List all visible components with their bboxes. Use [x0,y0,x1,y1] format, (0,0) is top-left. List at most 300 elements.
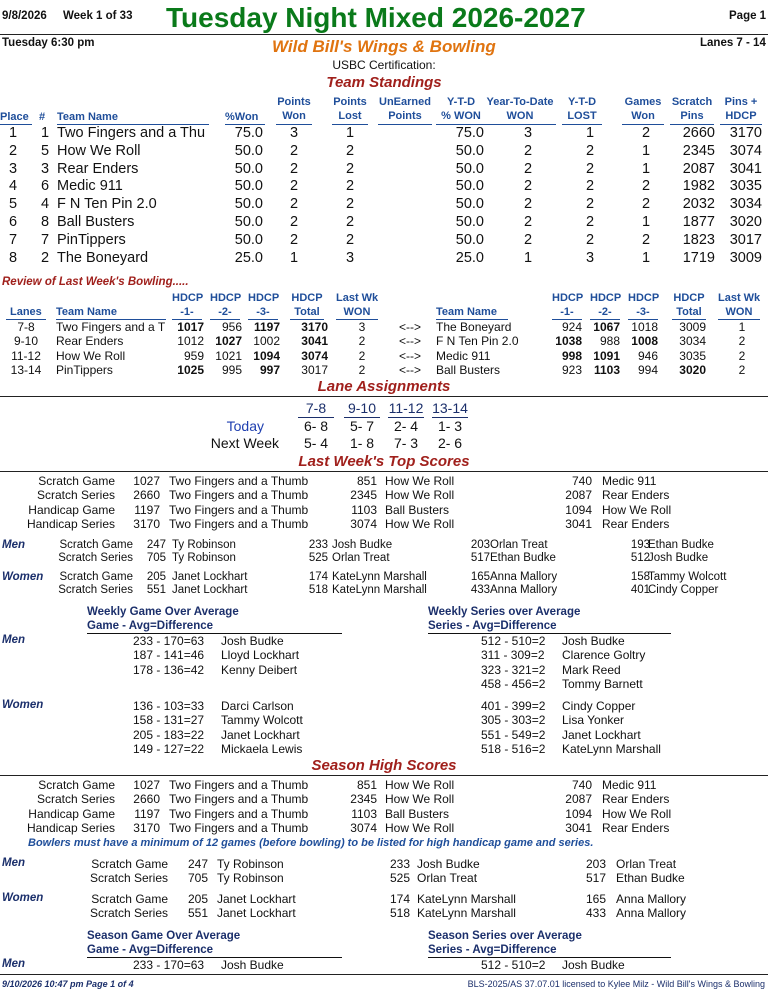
col-header-unearned-line2: Points [388,110,422,122]
individual-name: Josh Budke [417,857,480,871]
score-value-2: 851 [356,474,377,488]
standings-points-lost: 2 [345,178,355,195]
score-team-1: Two Fingers and a Thumb [169,821,309,836]
individual-score-label: Scratch Series [58,584,133,597]
score-value-3: 3041 [565,821,592,836]
men-label: Men [2,958,25,970]
score-team-2: How We Roll [385,517,455,532]
score-value-3: 740 [571,778,592,792]
col-header-pct: %Won [225,111,259,123]
standings-num: 6 [40,178,50,195]
score-value-1: 2660 [133,488,160,503]
score-team-1: Two Fingers and a Thumb [169,488,309,503]
score-value-1: 1027 [133,778,160,792]
review-header-h2-line1: HDCP [210,292,242,304]
individual-score-label: Scratch Series [58,552,133,565]
review-game-a: 997 [259,362,280,377]
standings-pins-hdcp: 3035 [729,178,762,195]
review-total-b: 3009 [679,320,706,334]
individual-score: 205 [146,571,166,583]
score-team-3: Medic 911 [602,474,657,488]
individual-name: Ty Robinson [217,857,284,871]
individual-score: 205 [187,892,208,906]
col-header-unearned-line1: UnEarned [379,96,431,108]
series-over-average-title: Weekly Series over Average [428,606,581,618]
individual-name: Orlan Treat [616,857,677,871]
score-value-1: 3170 [133,517,160,532]
standings-num: 3 [40,160,50,177]
standings-points-lost: 2 [345,231,355,248]
review-header-h1-line2: -1- [180,306,194,318]
col-header-ytd-won-line1: Year-To-Date [486,96,554,108]
standings-ytd-pct: 50.0 [455,160,484,177]
header-rule [0,34,768,35]
col-header-pins-hdcp-line1: Pins + [724,96,758,108]
individual-score: 518 [389,906,410,921]
standings-ytd-lost: 1 [585,125,595,141]
score-team-1: Two Fingers and a Thumb [169,474,309,488]
series-difference: 311 - 309=2 [481,648,545,663]
individual-score-label: Scratch Game [91,892,168,906]
col-header-scratch-line1: Scratch [671,96,713,108]
individual-score: 525 [308,552,328,565]
review-won-b: 2 [738,334,746,349]
standings-points-won: 2 [289,142,299,159]
game-bowler: Josh Budke [221,634,284,648]
col-header-pts-lost-line1: Points [333,96,367,108]
review-game-a: 1002 [253,334,280,349]
review-won-a: 2 [358,362,366,377]
individual-name: Anna Mallory [616,892,687,906]
individual-name: Ethan Budke [648,539,714,551]
standings-num: 5 [40,142,50,159]
score-value-1: 1197 [134,502,160,517]
standings-points-lost: 1 [345,125,355,141]
score-team-2: Ball Busters [385,502,450,517]
individual-score: 174 [308,571,328,583]
lane-next-week: 7- 3 [393,435,419,451]
review-header-h3-line2: -3- [636,306,650,318]
review-game-a: 1094 [253,348,280,363]
review-team-a: PinTippers [56,362,113,377]
score-team-2: How We Roll [385,792,455,807]
review-vs-arrow: <--> [398,348,421,363]
standings-pct: 75.0 [234,125,263,141]
review-total-b: 3034 [679,334,706,349]
individual-score: 551 [187,906,208,921]
top-scores-rule [0,471,768,472]
review-game-a: 1197 [253,320,280,334]
standings-points-lost: 2 [345,214,355,230]
individual-name: Orlan Treat [490,539,548,551]
review-game-a: 1012 [177,334,204,349]
score-label: Handicap Series [26,517,115,532]
series-difference: 323 - 321=2 [481,662,546,677]
game-difference: 178 - 136=42 [133,662,205,677]
standings-points-won: 2 [289,231,299,248]
score-value-3: 2087 [565,488,592,503]
top-scores-title: Last Week's Top Scores [298,453,470,470]
col-header-ytd-lost-line1: Y-T-D [567,96,597,108]
standings-scratch-pins: 1877 [682,214,715,230]
score-team-3: Rear Enders [602,488,670,503]
standings-pins-hdcp: 3034 [729,196,762,213]
standings-games-won: 1 [641,249,651,266]
series-difference: 512 - 510=2 [481,634,546,648]
standings-ytd-won: 2 [523,178,533,195]
series-bowler: Josh Budke [562,634,625,648]
standings-pct: 50.0 [234,196,263,213]
series-bowler: Clarence Goltry [562,648,646,663]
score-value-3: 1094 [565,502,592,517]
header-underline [378,124,432,125]
standings-points-won: 2 [289,214,299,230]
game-difference: 233 - 170=63 [133,634,205,648]
header-underline [87,633,342,634]
col-header-games-line2: Won [631,110,655,122]
game-bowler: Darci Carlson [221,699,294,713]
individual-score: 203 [585,857,606,871]
score-value-1: 1027 [133,474,160,488]
standings-pct: 50.0 [234,160,263,177]
standings-ytd-lost: 2 [585,196,595,213]
review-header-total-line1: HDCP [673,292,705,304]
series-bowler: Lisa Yonker [562,713,625,728]
review-header-h1-line1: HDCP [552,292,584,304]
score-label: Scratch Game [38,778,115,792]
individual-score: 158 [630,571,650,583]
series-over-average-subtitle: Series - Avg=Difference [428,620,557,632]
review-lanes: 7-8 [17,320,35,334]
game-difference: 233 - 170=63 [133,958,205,972]
series-difference: 551 - 549=2 [481,727,546,742]
standings-ytd-pct: 50.0 [455,214,484,230]
standings-ytd-pct: 50.0 [455,196,484,213]
individual-score: 517 [470,552,490,565]
game-bowler: Mickaela Lewis [221,742,303,757]
review-title: Review of Last Week's Bowling..... [2,276,189,288]
review-header-h1-line2: -1- [560,306,574,318]
review-header-h2-line2: -2- [598,306,612,318]
score-team-3: Medic 911 [602,778,657,792]
score-team-3: How We Roll [602,806,672,821]
score-value-2: 1103 [351,502,377,517]
game-over-average-title: Weekly Game Over Average [87,606,239,618]
standings-pins-hdcp: 3041 [729,160,762,177]
col-header-ytd-won-line2: WON [506,110,534,122]
review-game-b: 998 [561,348,582,363]
score-team-3: Rear Enders [602,821,670,836]
score-team-2: How We Roll [385,474,455,488]
score-value-2: 2345 [350,792,377,807]
series-bowler: Mark Reed [562,662,621,677]
lane-assignments-rule [0,396,768,397]
game-bowler: Tammy Wolcott [221,713,303,728]
report-date: 9/8/2026 [2,10,47,22]
standings-place: 6 [8,214,18,230]
review-header-h3-line1: HDCP [248,292,280,304]
review-team-b: F N Ten Pin 2.0 [436,334,519,349]
standings-team: F N Ten Pin 2.0 [57,196,157,213]
score-value-1: 2660 [133,792,160,807]
standings-games-won: 2 [641,196,651,213]
individual-score: 247 [146,539,166,551]
review-header-h3-line2: -3- [256,306,270,318]
score-team-3: Rear Enders [602,792,670,807]
standings-place: 8 [8,249,18,266]
review-lanes: 13-14 [10,362,42,377]
series-bowler: Cindy Copper [562,699,636,713]
review-lanes: 9-10 [13,334,39,349]
review-total-a: 3074 [301,348,328,363]
review-won-b: 2 [738,362,746,377]
women-label: Women [2,571,44,583]
game-difference: 149 - 127=22 [133,742,205,757]
individual-score: 517 [585,871,606,886]
header-underline [428,957,671,958]
review-header-won-line2: WON [725,306,753,318]
review-game-b: 923 [561,362,582,377]
game-difference: 187 - 141=46 [133,648,205,663]
col-header-ytd-pct-line1: Y-T-D [446,96,476,108]
col-header-scratch-line2: Pins [680,110,704,122]
review-game-a: 1017 [177,320,204,334]
standings-pins-hdcp: 3020 [729,214,762,230]
review-header-h1-line1: HDCP [172,292,204,304]
footer-rule [0,974,768,975]
standings-points-lost: 2 [345,160,355,177]
week-label: Week 1 of 33 [63,10,133,22]
standings-points-won: 2 [289,196,299,213]
standings-scratch-pins: 2345 [682,142,715,159]
standings-team: Medic 911 [57,178,123,195]
header-underline [87,957,342,958]
standings-scratch-pins: 2087 [682,160,715,177]
review-won-a: 2 [358,348,366,363]
series-bowler: Janet Lockhart [562,727,641,742]
review-header-team: Team Name [436,306,497,318]
review-game-b: 1103 [593,362,620,377]
review-vs-arrow: <--> [398,362,421,377]
individual-score: 247 [187,857,208,871]
individual-name: Anna Mallory [490,571,558,583]
col-header-place: Place [0,111,29,123]
individual-score-label: Scratch Game [59,539,133,551]
standings-points-lost: 3 [345,249,355,266]
standings-ytd-won: 2 [523,214,533,230]
score-value-3: 740 [571,474,592,488]
review-game-b: 1067 [593,320,620,334]
game-difference: 205 - 183=22 [133,727,205,742]
review-game-b: 988 [599,334,620,349]
series-bowler: KateLynn Marshall [562,742,661,757]
review-game-a: 1027 [215,334,242,349]
individual-name: Ty Robinson [217,871,284,886]
score-value-3: 1094 [565,806,592,821]
standings-pins-hdcp: 3017 [729,231,762,248]
standings-team: PinTippers [57,231,126,248]
individual-score-label: Scratch Series [89,906,168,921]
individual-name: Orlan Treat [332,552,390,565]
standings-team: Two Fingers and a Thu [57,125,206,141]
standings-pins-hdcp: 3009 [729,249,762,266]
standings-games-won: 1 [641,214,651,230]
individual-name: KateLynn Marshall [332,571,427,583]
individual-score: 705 [146,552,166,565]
lane-today: 2- 4 [393,418,419,434]
score-value-2: 851 [356,778,377,792]
standings-ytd-won: 2 [523,142,533,159]
review-lanes: 11-12 [11,348,41,363]
standings-num: 4 [40,196,50,213]
individual-name: KateLynn Marshall [332,584,427,597]
individual-score: 433 [585,906,606,921]
individual-name: KateLynn Marshall [417,906,516,921]
usbc-cert: USBC Certification: [332,58,436,72]
score-label: Handicap Game [28,502,115,517]
game-bowler: Janet Lockhart [221,727,300,742]
individual-name: Janet Lockhart [217,892,296,906]
individual-name: Josh Budke [332,539,393,551]
review-total-b: 3020 [679,362,706,377]
review-total-a: 3041 [301,334,328,349]
individual-score: 433 [470,584,490,597]
standings-num: 2 [40,249,50,266]
series-difference: 458 - 456=2 [481,677,546,692]
standings-num: 7 [40,231,50,248]
review-game-a: 956 [221,320,242,334]
game-bowler: Kenny Deibert [221,662,298,677]
col-header-pins-hdcp-line2: HDCP [725,110,757,122]
individual-score: 551 [146,584,166,597]
score-value-2: 3074 [350,821,377,836]
individual-name: KateLynn Marshall [417,892,516,906]
review-game-b: 946 [637,348,658,363]
review-vs-arrow: <--> [398,320,421,334]
score-label: Handicap Series [26,821,115,836]
men-label: Men [2,857,25,869]
lane-header: 13-14 [432,400,468,416]
score-team-1: Two Fingers and a Thumb [169,792,309,807]
standings-ytd-pct: 50.0 [455,178,484,195]
review-header-total-line2: Total [676,306,702,318]
series-difference: 512 - 510=2 [481,958,546,972]
individual-score: 165 [585,892,606,906]
score-team-1: Two Fingers and a Thumb [169,778,309,792]
women-label: Women [2,699,44,711]
review-header-lanes: Lanes [10,306,42,318]
season-high-title: Season High Scores [311,757,457,774]
series-difference: 305 - 303=2 [481,713,546,728]
individual-name: Ty Robinson [172,539,236,551]
standings-place: 1 [8,125,18,141]
lane-header: 11-12 [388,400,424,416]
season-high-rule [0,775,768,776]
standings-ytd-won: 2 [523,196,533,213]
individual-score: 233 [389,857,410,871]
review-game-b: 924 [561,320,582,334]
score-value-2: 3074 [350,517,377,532]
lane-today: 5- 7 [349,418,375,434]
standings-points-won: 2 [289,160,299,177]
standings-place: 4 [8,178,18,195]
individual-name: Ethan Budke [616,871,685,886]
score-team-1: Two Fingers and a Thumb [169,502,309,517]
standings-ytd-won: 2 [523,160,533,177]
score-team-2: How We Roll [385,488,455,503]
game-over-average-title: Season Game Over Average [87,930,241,942]
review-header-h2-line1: HDCP [590,292,622,304]
series-difference: 518 - 516=2 [481,742,546,757]
standings-pct: 50.0 [234,178,263,195]
individual-score: 518 [308,584,328,597]
series-bowler: Josh Budke [562,958,625,972]
standings-pct: 50.0 [234,231,263,248]
review-team-b: Ball Busters [436,362,501,377]
review-game-b: 994 [637,362,658,377]
men-label: Men [2,634,25,646]
score-value-3: 3041 [565,517,592,532]
individual-score: 525 [389,871,410,886]
game-bowler: Josh Budke [221,958,284,972]
game-difference: 158 - 131=27 [133,713,205,728]
col-header-ytd-pct-line2: % WON [441,110,481,122]
review-game-b: 1018 [631,320,658,334]
review-team-a: Rear Enders [56,334,124,349]
score-value-3: 2087 [565,792,592,807]
standings-pins-hdcp: 3170 [729,125,762,141]
individual-name: Tammy Wolcott [648,571,727,583]
standings-scratch-pins: 2660 [682,125,715,141]
standings-scratch-pins: 1719 [682,249,715,266]
today-label: Today [226,418,264,434]
review-total-a: 3017 [301,362,328,377]
standings-ytd-won: 3 [523,125,533,141]
review-header-won-line1: Last Wk [718,292,761,304]
standings-ytd-lost: 2 [585,214,595,230]
review-game-a: 995 [221,362,242,377]
standings-games-won: 2 [641,178,651,195]
series-over-average-subtitle: Series - Avg=Difference [428,944,557,956]
score-team-2: How We Roll [385,821,455,836]
women-label: Women [2,892,44,904]
individual-name: Anna Mallory [616,906,687,921]
standings-ytd-lost: 2 [585,231,595,248]
standings-ytd-pct: 75.0 [455,125,484,141]
review-team-a: Two Fingers and a T [56,320,166,334]
review-header-h3-line1: HDCP [628,292,660,304]
individual-name: Ty Robinson [172,552,236,565]
standings-pct: 50.0 [234,214,263,230]
review-header-team: Team Name [56,306,117,318]
individual-score: 165 [470,571,490,583]
individual-score: 512 [630,552,650,565]
individual-score: 233 [308,539,328,551]
lane-next-week: 5- 4 [303,435,329,451]
individual-name: Ethan Budke [490,552,556,565]
review-total-a: 3170 [301,320,328,334]
standings-games-won: 1 [641,160,651,177]
standings-ytd-pct: 50.0 [455,231,484,248]
score-value-1: 1197 [134,806,160,821]
men-label: Men [2,539,25,551]
col-header-pts-won-line2: Won [282,110,306,122]
standings-num: 8 [40,214,50,230]
score-team-2: Ball Busters [385,806,450,821]
standings-scratch-pins: 2032 [682,196,715,213]
standings-scratch-pins: 1982 [682,178,715,195]
col-header-ytd-lost-line2: LOST [567,110,597,122]
